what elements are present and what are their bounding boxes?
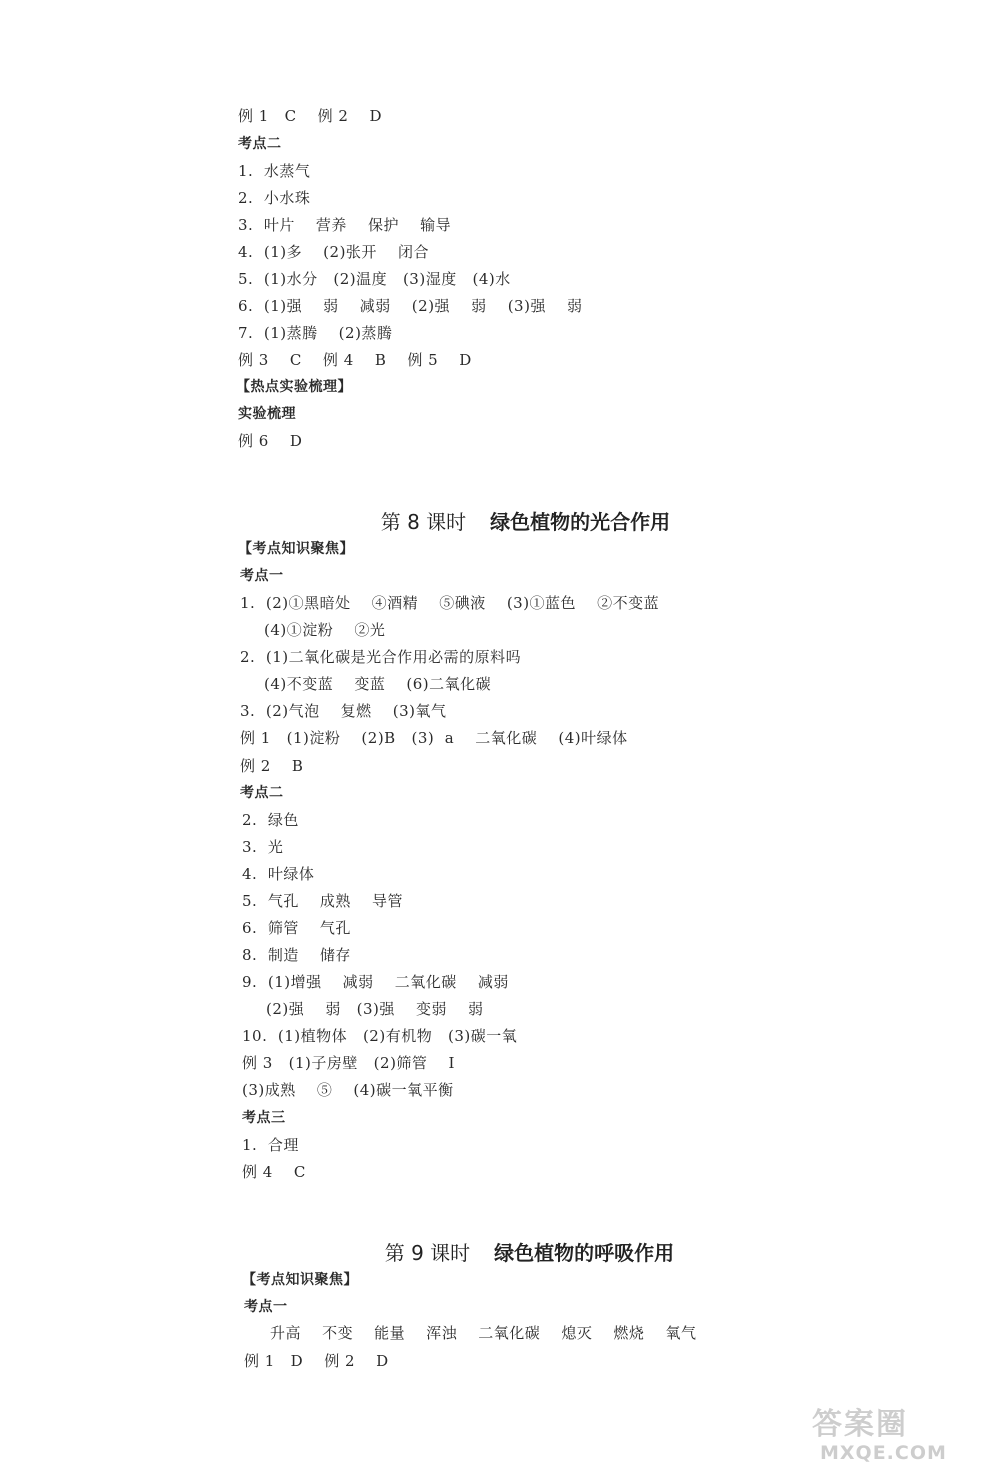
lesson-title: 绿色植物的光合作用 — [490, 510, 671, 534]
answer-line: 例 4 C — [242, 1163, 306, 1181]
section-label: 【热点实验梳理】 — [236, 379, 352, 395]
watermark-logo — [812, 1408, 987, 1466]
answer-line: 例 1 D 例 2 D — [244, 1352, 389, 1370]
answer-line: 例 3 (1)子房壁 (2)筛管 Ⅰ — [242, 1054, 455, 1072]
answer-line: 4. 叶绿体 — [242, 865, 315, 883]
lesson-number: 第 8 课时 — [380, 510, 467, 534]
lesson-title: 绿色植物的呼吸作用 — [494, 1241, 675, 1265]
answer-line: 例 3 C 例 4 B 例 5 D — [238, 351, 472, 369]
answer-line: 2. 小水珠 — [238, 189, 311, 207]
answer-line: 1. 水蒸气 — [238, 162, 311, 180]
answer-line: 4. (1)多 (2)张开 闭合 — [238, 243, 429, 261]
answer-line: 9. (1)增强 减弱 二氧化碳 减弱 — [242, 973, 509, 991]
answer-line: 1. 合理 — [242, 1136, 299, 1154]
lesson-heading-9 — [372, 1211, 674, 1267]
answer-line: 5. (1)水分 (2)温度 (3)湿度 (4)水 — [238, 270, 511, 288]
subsection-heading: 考点二 — [240, 785, 284, 801]
watermark-text: 答案圈 — [812, 1407, 908, 1442]
answer-line: (2)强 弱 (3)强 变弱 弱 — [266, 1000, 484, 1018]
answer-line: 8. 制造 储存 — [242, 946, 351, 964]
answer-line: (4)①淀粉 ②光 — [264, 621, 386, 639]
answer-line: 2. (1)二氧化碳是光合作用必需的原料吗 — [240, 648, 522, 666]
answer-line: 例 1 C 例 2 D — [238, 107, 383, 125]
answer-line: 10. (1)植物体 (2)有机物 (3)碳一氧 — [242, 1027, 518, 1045]
subsection-heading: 考点三 — [242, 1110, 286, 1126]
answer-line: 例 1 (1)淀粉 (2)B (3) a 二氧化碳 (4)叶绿体 — [240, 729, 628, 747]
answer-line: 3. 叶片 营养 保护 输导 — [238, 216, 452, 234]
answer-line: (4)不变蓝 变蓝 (6)二氧化碳 — [264, 675, 492, 693]
answer-line: 例 6 D — [238, 432, 303, 450]
watermark-url: MXQE.COM — [820, 1442, 947, 1464]
answer-line: 升高 不变 能量 浑浊 二氧化碳 熄灭 燃烧 氧气 — [270, 1324, 697, 1342]
answer-line: 3. (2)气泡 复燃 (3)氧气 — [240, 702, 447, 720]
answer-line: 3. 光 — [242, 838, 284, 856]
section-label: 【考点知识聚焦】 — [238, 541, 354, 557]
answer-line: 6. 筛管 气孔 — [242, 919, 351, 937]
answer-line: 1. (2)①黑暗处 ④酒精 ⑤碘液 (3)①蓝色 ②不变蓝 — [240, 594, 660, 612]
subsection-heading: 考点二 — [238, 136, 282, 152]
answer-line: (3)成熟 ⑤ (4)碳一氧平衡 — [242, 1081, 454, 1099]
subsection-heading: 考点一 — [240, 568, 284, 584]
answer-line: 5. 气孔 成熟 导管 — [242, 892, 403, 910]
answer-line: 2. 绿色 — [242, 811, 299, 829]
subsection-heading: 考点一 — [244, 1299, 288, 1315]
lesson-heading-8 — [368, 480, 670, 536]
answer-line: 7. (1)蒸腾 (2)蒸腾 — [238, 324, 393, 342]
subsection-heading: 实验梳理 — [238, 406, 296, 422]
answer-line: 例 2 B — [240, 757, 304, 775]
section-label: 【考点知识聚焦】 — [242, 1272, 358, 1288]
answer-line: 6. (1)强 弱 减弱 (2)强 弱 (3)强 弱 — [238, 297, 583, 315]
lesson-number: 第 9 课时 — [384, 1241, 471, 1265]
